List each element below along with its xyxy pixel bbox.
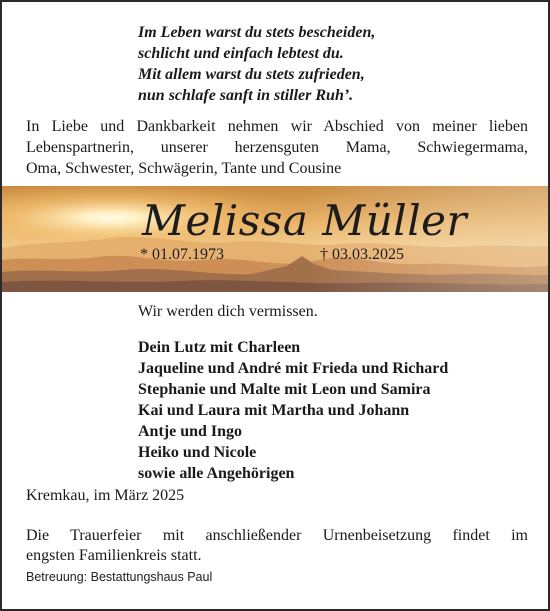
family-member: sowie alle Angehörigen	[138, 465, 295, 482]
family-member: Jaqueline und André mit Frieda und Richard	[138, 360, 449, 377]
family-member: Antje und Ingo	[138, 423, 243, 440]
place-date: Kremkau, im März 2025	[26, 487, 185, 504]
family-member: Kai und Laura mit Martha und Johann	[138, 402, 410, 419]
family-member: Stephanie und Malte mit Leon und Samira	[138, 381, 431, 398]
family-member: Heiko und Nicole	[138, 444, 257, 461]
birth-date: * 01.07.1973	[140, 246, 224, 263]
poem-line: schlicht und einfach lebtest du.	[138, 45, 344, 62]
intro-line: In Liebe und Dankbarkeit nehmen wir Abschied von meiner lieben	[26, 118, 528, 135]
intro-line: Oma, Schwester, Schwägerin, Tante und Cousine	[26, 160, 342, 177]
deceased-name: Melissa Müller	[142, 196, 468, 245]
intro-line: Lebenspartnerin, unserer herzensguten Mama, Schwiegermama,	[26, 139, 528, 156]
poem-line: Im Leben warst du stets bescheiden,	[138, 24, 376, 41]
death-date: † 03.03.2025	[320, 246, 404, 263]
poem-line: Mit allem warst du stets zufrieden,	[138, 66, 365, 83]
family-list	[138, 337, 448, 484]
miss-text: Wir werden dich vermissen.	[138, 303, 318, 320]
ceremony-line: engsten Familienkreis statt.	[26, 547, 202, 564]
ceremony-line: Die Trauerfeier mit anschließender Urnenbeisetzung findet im	[26, 527, 528, 544]
poem-line: nun schlafe sanft in stiller Ruh’.	[138, 87, 354, 104]
intro-text	[26, 116, 528, 179]
ceremony-text	[26, 526, 528, 566]
funeral-home-credit: Betreuung: Bestattungshaus Paul	[26, 570, 213, 584]
poem	[138, 22, 538, 106]
family-member: Dein Lutz mit Charleen	[138, 339, 301, 356]
